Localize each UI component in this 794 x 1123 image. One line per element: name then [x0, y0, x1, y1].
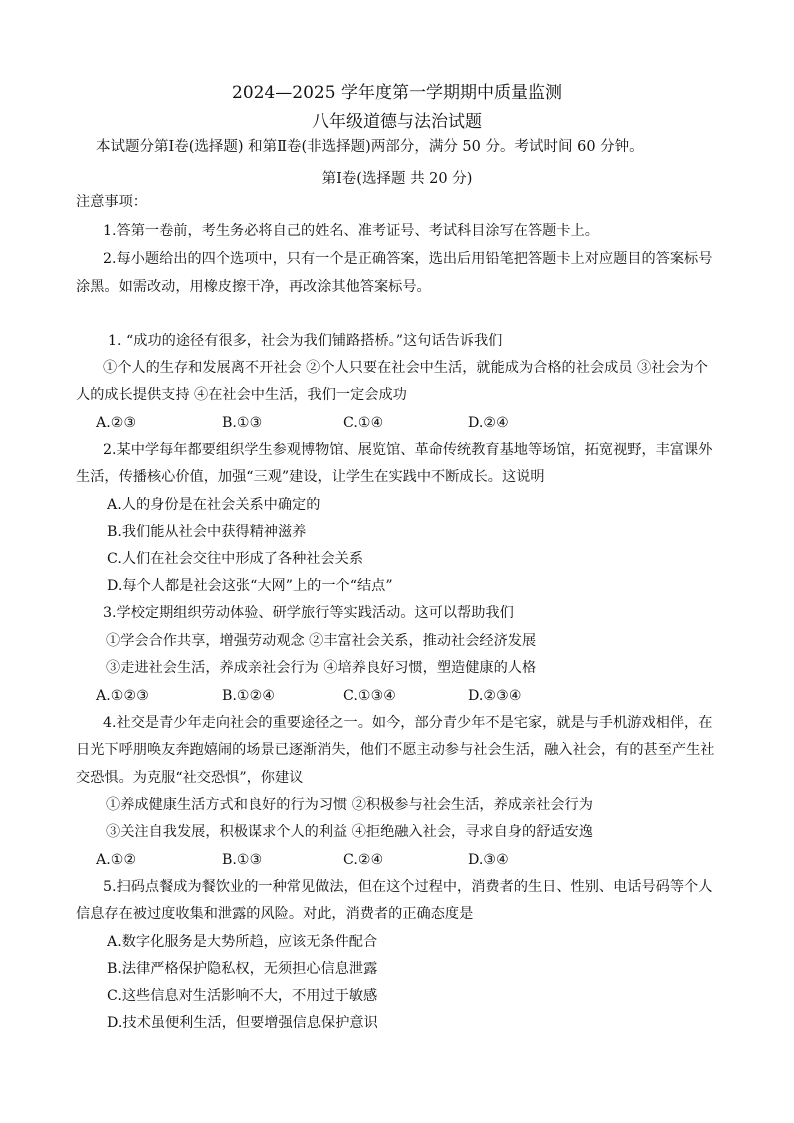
q3-option-c[interactable]: C.①③④	[343, 688, 397, 704]
notice-item-2: 2.每小题给出的四个选项中，只有一个是正确答案，选出后用铅笔把答题卡上对应题目的答案标号	[103, 251, 713, 267]
q3-option-a[interactable]: A.①②③	[96, 688, 149, 704]
notice-item-2-cont: 涂黑。如需改动，用橡皮擦干净，再改涂其他答案标号。	[76, 279, 431, 295]
q1-statements-cont: 人的成长提供支持 ④在社会中生活，我们一定会成功	[76, 387, 407, 403]
q4-statements-cont: ③关注自我发展，积极谋求个人的利益 ④拒绝融入社会，寻求自身的舒适安逸	[106, 824, 593, 840]
q5-option-b[interactable]: B.法律严格保护隐私权，无须担心信息泄露	[107, 961, 378, 977]
q4-statements: ①养成健康生活方式和良好的行为习惯 ②积极参与社会生活，养成亲社会行为	[106, 797, 593, 813]
q5-stem: 5.扫码点餐成为餐饮业的一种常见做法，但在这个过程中，消费者的生日、性别、电话号码等个人	[103, 879, 713, 895]
q3-statements: ①学会合作共享，增强劳动观念 ②丰富社会关系，推动社会经济发展	[106, 633, 537, 649]
q4-stem: 4.社交是青少年走向社会的重要途径之一。如今，部分青少年不是宅家，就是与手机游戏相伴，在	[103, 715, 713, 731]
q2-stem-cont: 生活，传播核心价值，加强“三观”建设，让学生在实践中不断成长。这说明	[76, 469, 545, 485]
q4-option-c[interactable]: C.②④	[343, 852, 384, 868]
q2-option-a[interactable]: A.人的身份是在社会关系中确定的	[107, 497, 321, 513]
q5-option-d[interactable]: D.技术虽便利生活，但要增强信息保护意识	[107, 1015, 378, 1031]
q1-option-c[interactable]: C.①④	[343, 415, 384, 431]
q2-option-d[interactable]: D.每个人都是社会这张“大网”上的一个“结点”	[107, 578, 393, 594]
q5-option-c[interactable]: C.这些信息对生活影响不大，不用过于敏感	[107, 988, 378, 1004]
q3-option-b[interactable]: B.①②④	[222, 688, 276, 704]
q5-stem-cont: 信息存在被过度收集和泄露的风险。对此，消费者的正确态度是	[76, 906, 474, 922]
q2-option-b[interactable]: B.我们能从社会中获得精神滋养	[107, 524, 307, 540]
q1-option-d[interactable]: D.②④	[468, 415, 509, 431]
q1-statements: ①个人的生存和发展离不开社会 ②个人只要在社会中生活，就能成为合格的社会成员 ③社会为个	[103, 360, 708, 376]
q3-statements-cont: ③走进社会生活，养成亲社会行为 ④培养良好习惯，塑造健康的人格	[106, 660, 537, 676]
q2-stem: 2.某中学每年都要组织学生参观博物馆、展览馆、革命传统教育基地等场馆，拓宽视野，丰富课外	[103, 442, 713, 458]
q1-option-b[interactable]: B.①③	[222, 415, 263, 431]
exam-subtitle: 八年级道德与法治试题	[312, 112, 482, 132]
notice-heading: 注意事项：	[76, 194, 147, 210]
q4-option-d[interactable]: D.③④	[468, 852, 509, 868]
exam-intro: 本试题分第Ⅰ卷(选择题) 和第Ⅱ卷(非选择题)两部分，满分 50 分。考试时间 60 分钟。	[96, 139, 644, 155]
q4-option-a[interactable]: A.①②	[96, 852, 137, 868]
q1-option-a[interactable]: A.②③	[96, 415, 137, 431]
q4-stem-cont: 日光下呼朋唤友奔跑嬉闹的场景已逐渐消失，他们不愿主动参与社会生活，融入社会，有的甚至产生社	[76, 742, 715, 758]
q3-option-d[interactable]: D.②③④	[468, 688, 522, 704]
q5-option-a[interactable]: A.数字化服务是大势所趋，应该无条件配合	[107, 934, 378, 950]
q4-option-b[interactable]: B.①③	[222, 852, 263, 868]
notice-item-1: 1.答第一卷前，考生务必将自己的姓名、准考证号、考试科目涂写在答题卡上。	[103, 223, 599, 239]
q4-stem-cont-2: 交恐惧。为克服“社交恐惧”，你建议	[76, 770, 304, 786]
q2-option-c[interactable]: C.人们在社会交往中形成了各种社会关系	[107, 551, 364, 567]
q3-stem: 3.学校定期组织劳动体验、研学旅行等实践活动。这可以帮助我们	[103, 605, 514, 621]
q1-stem: 1. “成功的途径有很多，社会为我们铺路搭桥。”这句话告诉我们	[108, 333, 503, 349]
exam-title: 2024—2025 学年度第一学期期中质量监测	[232, 83, 562, 103]
part1-title: 第Ⅰ卷(选择题 共 20 分)	[321, 171, 473, 187]
